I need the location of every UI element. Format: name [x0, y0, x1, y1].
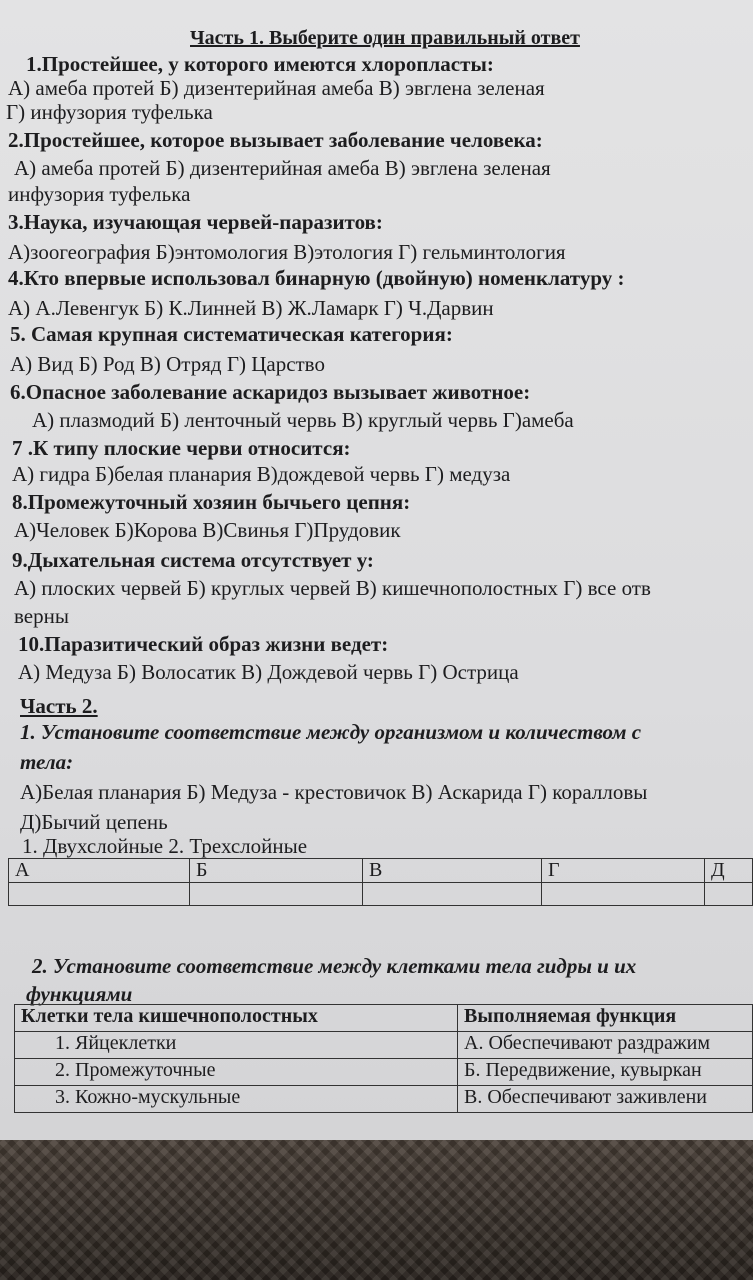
- q3-question: 3.Наука, изучающая червей-паразитов:: [8, 210, 383, 234]
- q4-options: А) А.Левенгук Б) К.Линней В) Ж.Ламарк Г) Ч.Дарвин: [8, 296, 494, 320]
- answer-input-d: [705, 883, 753, 906]
- q2-options-line2: инфузория туфелька: [8, 182, 191, 206]
- task2-prompt-line2: функциями: [26, 982, 133, 1006]
- table-row: [15, 1032, 753, 1059]
- task1-answer-table: [8, 858, 753, 906]
- q5-question: 5. Самая крупная систематическая категория:: [10, 322, 453, 346]
- q6-question: 6.Опасное заболевание аскаридоз вызывает животное:: [10, 380, 531, 404]
- task2-col2-header: Выполняемая функция: [458, 1005, 753, 1032]
- answer-cell-a: А: [9, 859, 190, 883]
- q9-options-line1: А) плоских червей Б) круглых червей В) кишечнополостных Г) все отв: [14, 576, 651, 600]
- q8-question: 8.Промежуточный хозяин бычьего цепня:: [12, 490, 411, 514]
- q7-options: А) гидра Б)белая планария В)дождевой червь Г) медуза: [12, 462, 511, 486]
- table-header-row: [9, 859, 753, 883]
- answer-input-a: [9, 883, 190, 906]
- answer-cell-v: В: [363, 859, 542, 883]
- task2-match-table: [14, 1004, 753, 1113]
- task2-cell-1: 1. Яйцеклетки: [15, 1032, 458, 1059]
- task1-options-line1: А)Белая планария Б) Медуза - крестовичок В) Аскарида Г) коралловы: [20, 780, 648, 804]
- q7-question: 7 .К типу плоские черви относится:: [12, 436, 351, 460]
- table-row: [15, 1059, 753, 1086]
- answer-input-b: [190, 883, 363, 906]
- q5-options: А) Вид Б) Род В) Отряд Г) Царство: [10, 352, 325, 376]
- q9-question: 9.Дыхательная система отсутствует у:: [12, 548, 374, 572]
- q2-question: 2.Простейшее, которое вызывает заболевание человека:: [8, 128, 543, 152]
- task1-prompt-line2: тела:: [20, 750, 74, 774]
- answer-cell-d: Д: [705, 859, 753, 883]
- task2-cell-2: 2. Промежуточные: [15, 1059, 458, 1086]
- task2-cell-3: 3. Кожно-мускульные: [15, 1086, 458, 1113]
- q4-question: 4.Кто впервые использовал бинарную (двойную) номенклатуру :: [8, 266, 625, 290]
- table-row: [15, 1086, 753, 1113]
- task1-prompt-line1: 1. Установите соответствие между организмом и количеством с: [20, 720, 642, 744]
- q1-question: 1.Простейшее, у которого имеются хлоропласты:: [26, 52, 494, 76]
- q8-options: А)Человек Б)Корова В)Свинья Г)Прудовик: [14, 518, 401, 542]
- q9-options-line2: верны: [14, 604, 69, 628]
- task2-prompt-line1: 2. Установите соответствие между клетками тела гидры и их: [32, 954, 637, 978]
- q10-question: 10.Паразитический образ жизни ведет:: [18, 632, 389, 656]
- q1-options-line1: А) амеба протей Б) дизентерийная амеба В) эвглена зеленая: [8, 76, 545, 100]
- task2-function-b: Б. Передвижение, кувыркан: [458, 1059, 753, 1086]
- task2-header-row: [15, 1005, 753, 1032]
- part1-title: Часть 1. Выберите один правильный ответ: [190, 27, 580, 49]
- task2-function-a: А. Обеспечивают раздражим: [458, 1032, 753, 1059]
- q6-options: А) плазмодий Б) ленточный червь В) круглый червь Г)амеба: [32, 408, 574, 432]
- q1-options-line2: Г) инфузория туфелька: [6, 100, 213, 124]
- background-carpet: [0, 1140, 753, 1280]
- task1-categories: 1. Двухслойные 2. Трехслойные: [22, 834, 308, 858]
- table-answer-row: [9, 883, 753, 906]
- answer-input-g: [542, 883, 705, 906]
- answer-cell-g: Г: [542, 859, 705, 883]
- answer-cell-b: Б: [190, 859, 363, 883]
- q10-options: А) Медуза Б) Волосатик В) Дождевой червь Г) Острица: [18, 660, 519, 684]
- q2-options-line1: А) амеба протей Б) дизентерийная амеба В) эвглена зеленая: [14, 156, 551, 180]
- task1-options-line2: Д)Бычий цепень: [20, 810, 168, 834]
- q3-options: А)зоогеография Б)энтомология В)этология Г) гельминтология: [8, 240, 566, 264]
- task2-col1-header: Клетки тела кишечнополостных: [15, 1005, 458, 1032]
- task2-function-v: В. Обеспечивают заживлени: [458, 1086, 753, 1113]
- part2-title: Часть 2.: [20, 694, 98, 718]
- answer-input-v: [363, 883, 542, 906]
